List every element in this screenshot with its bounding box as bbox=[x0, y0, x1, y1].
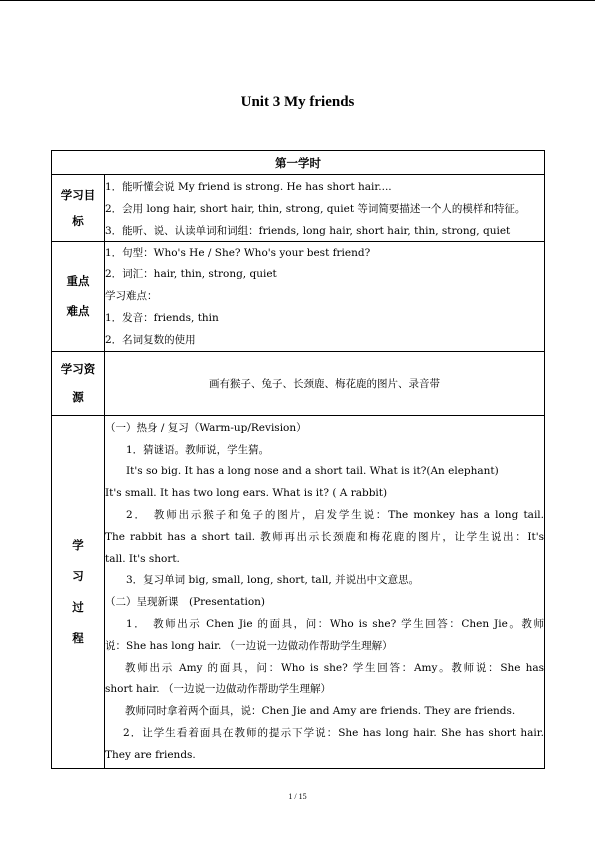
objectives-label-line: 标 bbox=[72, 213, 84, 228]
process-line: 1． 教师出示 Chen Jie 的面具，问：Who is she? 学生回答：Chen Jie。教师 bbox=[126, 617, 544, 630]
process-line: The rabbit has a short tail. 教师再出示长颈鹿和梅花鹿的图片，让学生说出：It's bbox=[105, 530, 544, 543]
process-line: 教师同时拿着两个面具，说：Chen Jie and Amy are friends. They are friends. bbox=[125, 705, 516, 718]
process-label-char: 学 bbox=[72, 537, 84, 552]
process-line: tall. It's short. bbox=[105, 552, 180, 565]
page-title: Unit 3 My friends bbox=[240, 94, 355, 110]
process-row bbox=[52, 415, 545, 768]
lesson-plan-table bbox=[51, 150, 545, 769]
key-points-row bbox=[52, 241, 545, 351]
objectives-label-line: 学习目 bbox=[60, 187, 96, 202]
process-line: 说：She has long hair. （一边说一边做动作帮助学生理解） bbox=[105, 639, 393, 652]
key-points-label bbox=[52, 241, 105, 351]
process-label bbox=[52, 415, 105, 768]
objective-line: 2．会用 long hair, short hair, thin, strong, quiet 等词简要描述一个人的模样和特征。 bbox=[105, 202, 526, 215]
objective-line: 3．能听、说、认读单词和词组：friends, long hair, short hair, thin, strong, quiet bbox=[105, 224, 511, 237]
resources-label-line: 源 bbox=[72, 390, 84, 405]
resources-label bbox=[52, 351, 105, 415]
lesson-header: 第一学时 bbox=[52, 151, 545, 175]
objective-line: 1．能听懂会说 My friend is strong. He has short hair.... bbox=[105, 181, 392, 193]
key-point-line: 1．发音：friends, thin bbox=[105, 311, 219, 324]
page-number: 1 / 15 bbox=[288, 792, 307, 801]
process-line: short hair. （一边说一边做动作帮助学生理解） bbox=[105, 683, 331, 696]
key-point-line: 1．句型：Who's He / She? Who's your best friend? bbox=[105, 246, 371, 259]
process-line: They are friends. bbox=[105, 748, 196, 761]
top-rule bbox=[0, 0, 595, 1]
resources-row bbox=[52, 351, 545, 415]
process-label-char: 程 bbox=[72, 630, 84, 645]
process-line: It's so big. It has a long nose and a short tail. What is it?(An elephant) bbox=[126, 465, 499, 478]
process-line: 2．让学生看着面具在教师的提示下学说：She has long hair. She has short hair. bbox=[123, 726, 544, 739]
objectives-row bbox=[52, 175, 545, 242]
key-points-label-line: 难点 bbox=[66, 304, 90, 319]
process-line: （二）呈现新课 (Presentation) bbox=[105, 596, 265, 609]
lesson-header-row bbox=[52, 151, 545, 175]
process-content bbox=[105, 415, 545, 768]
process-line: 3．复习单词 big, small, long, short, tall, 并说出中文意思。 bbox=[126, 574, 420, 587]
process-label-char: 习 bbox=[72, 568, 84, 583]
key-point-line: 2．词汇：hair, thin, strong, quiet bbox=[105, 268, 277, 281]
process-label-char: 过 bbox=[72, 599, 84, 614]
process-line: It's small. It has two long ears. What is it? ( A rabbit) bbox=[105, 487, 388, 500]
process-line: 教师出示 Amy 的面具，问：Who is she? 学生回答：Amy。教师说：She has bbox=[125, 661, 544, 674]
objectives-content bbox=[105, 175, 545, 242]
resources-content: 画有猴子、兔子、长颈鹿、梅花鹿的图片、录音带 bbox=[105, 351, 545, 415]
objectives-label bbox=[52, 175, 105, 242]
key-points-label-line: 重点 bbox=[66, 274, 90, 289]
key-points-content bbox=[105, 241, 545, 351]
key-point-line: 学习难点： bbox=[105, 290, 158, 303]
process-line: （一）热身 / 复习（Warm-up/Revision） bbox=[105, 421, 307, 434]
process-line: 1．猜谜语。教师说，学生猜。 bbox=[126, 443, 270, 456]
key-point-line: 2．名词复数的使用 bbox=[105, 333, 196, 346]
process-line: 2． 教师出示猴子和兔子的图片，启发学生说：The monkey has a long tail. bbox=[126, 508, 544, 521]
resources-label-line: 学习资 bbox=[60, 362, 96, 377]
